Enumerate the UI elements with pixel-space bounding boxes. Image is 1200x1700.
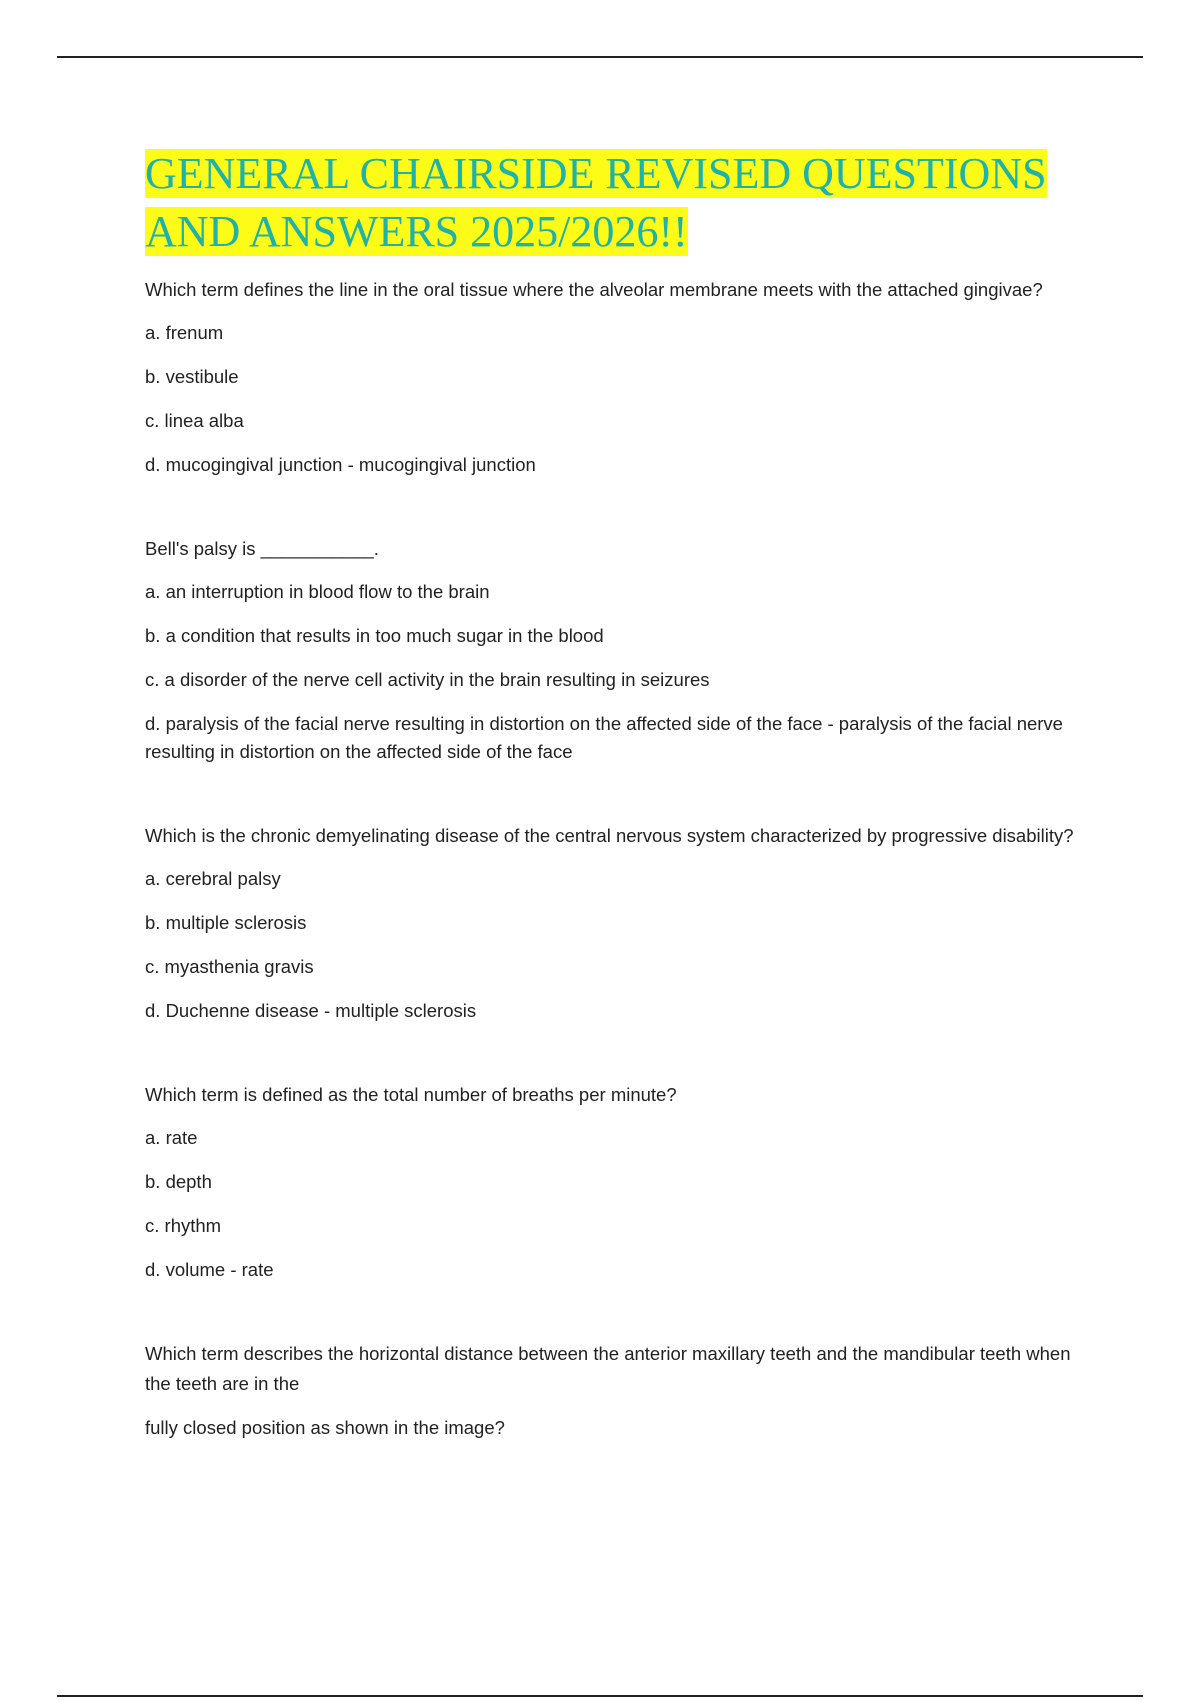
answer-option: a. rate <box>145 1127 198 1148</box>
question-5 <box>145 1339 1075 1443</box>
question-text: Which term describes the horizontal distance between the anterior maxillary teeth and the mandibular teeth when the teeth are in the <box>145 1343 1071 1394</box>
answer-option: a. cerebral palsy <box>145 868 281 889</box>
top-rule <box>57 56 1143 58</box>
answer-option: d. mucogingival junction - mucogingival junction <box>145 454 536 475</box>
answer-option: c. rhythm <box>145 1215 222 1236</box>
answer-option: a. frenum <box>145 322 224 343</box>
bottom-rule <box>57 1695 1143 1697</box>
question-text: Which term is defined as the total number of breaths per minute? <box>145 1084 677 1105</box>
question-text-continuation: fully closed position as shown in the image? <box>145 1417 505 1438</box>
document-body <box>145 145 1075 1457</box>
question-3 <box>145 821 1075 1025</box>
question-text: Which term defines the line in the oral tissue where the alveolar membrane meets with the attached gingivae? <box>145 279 1043 300</box>
document-title: GENERAL CHAIRSIDE REVISED QUESTIONS AND ANSWERS 2025/2026!! <box>145 149 1047 256</box>
answer-option: b. a condition that results in too much sugar in the blood <box>145 625 604 646</box>
answer-option: c. a disorder of the nerve cell activity in the brain resulting in seizures <box>145 669 710 690</box>
answer-option: c. linea alba <box>145 410 244 431</box>
answer-option: d. volume - rate <box>145 1259 274 1280</box>
answer-option: d. Duchenne disease - multiple sclerosis <box>145 1000 477 1021</box>
question-1 <box>145 275 1075 479</box>
answer-option: a. an interruption in blood flow to the brain <box>145 581 490 602</box>
question-4 <box>145 1080 1075 1284</box>
question-2 <box>145 534 1075 766</box>
answer-option: c. myasthenia gravis <box>145 956 314 977</box>
question-text: Which is the chronic demyelinating disease of the central nervous system characterized by progressive disability? <box>145 825 1074 846</box>
answer-option: d. paralysis of the facial nerve resulting in distortion on the affected side of the face - paralysis of the facial nerve resulting in distortion on the affected side of the face <box>145 713 1063 762</box>
question-text: Bell's palsy is ___________. <box>145 538 379 559</box>
answer-option: b. multiple sclerosis <box>145 912 307 933</box>
answer-option: b. depth <box>145 1171 212 1192</box>
answer-option: b. vestibule <box>145 366 239 387</box>
